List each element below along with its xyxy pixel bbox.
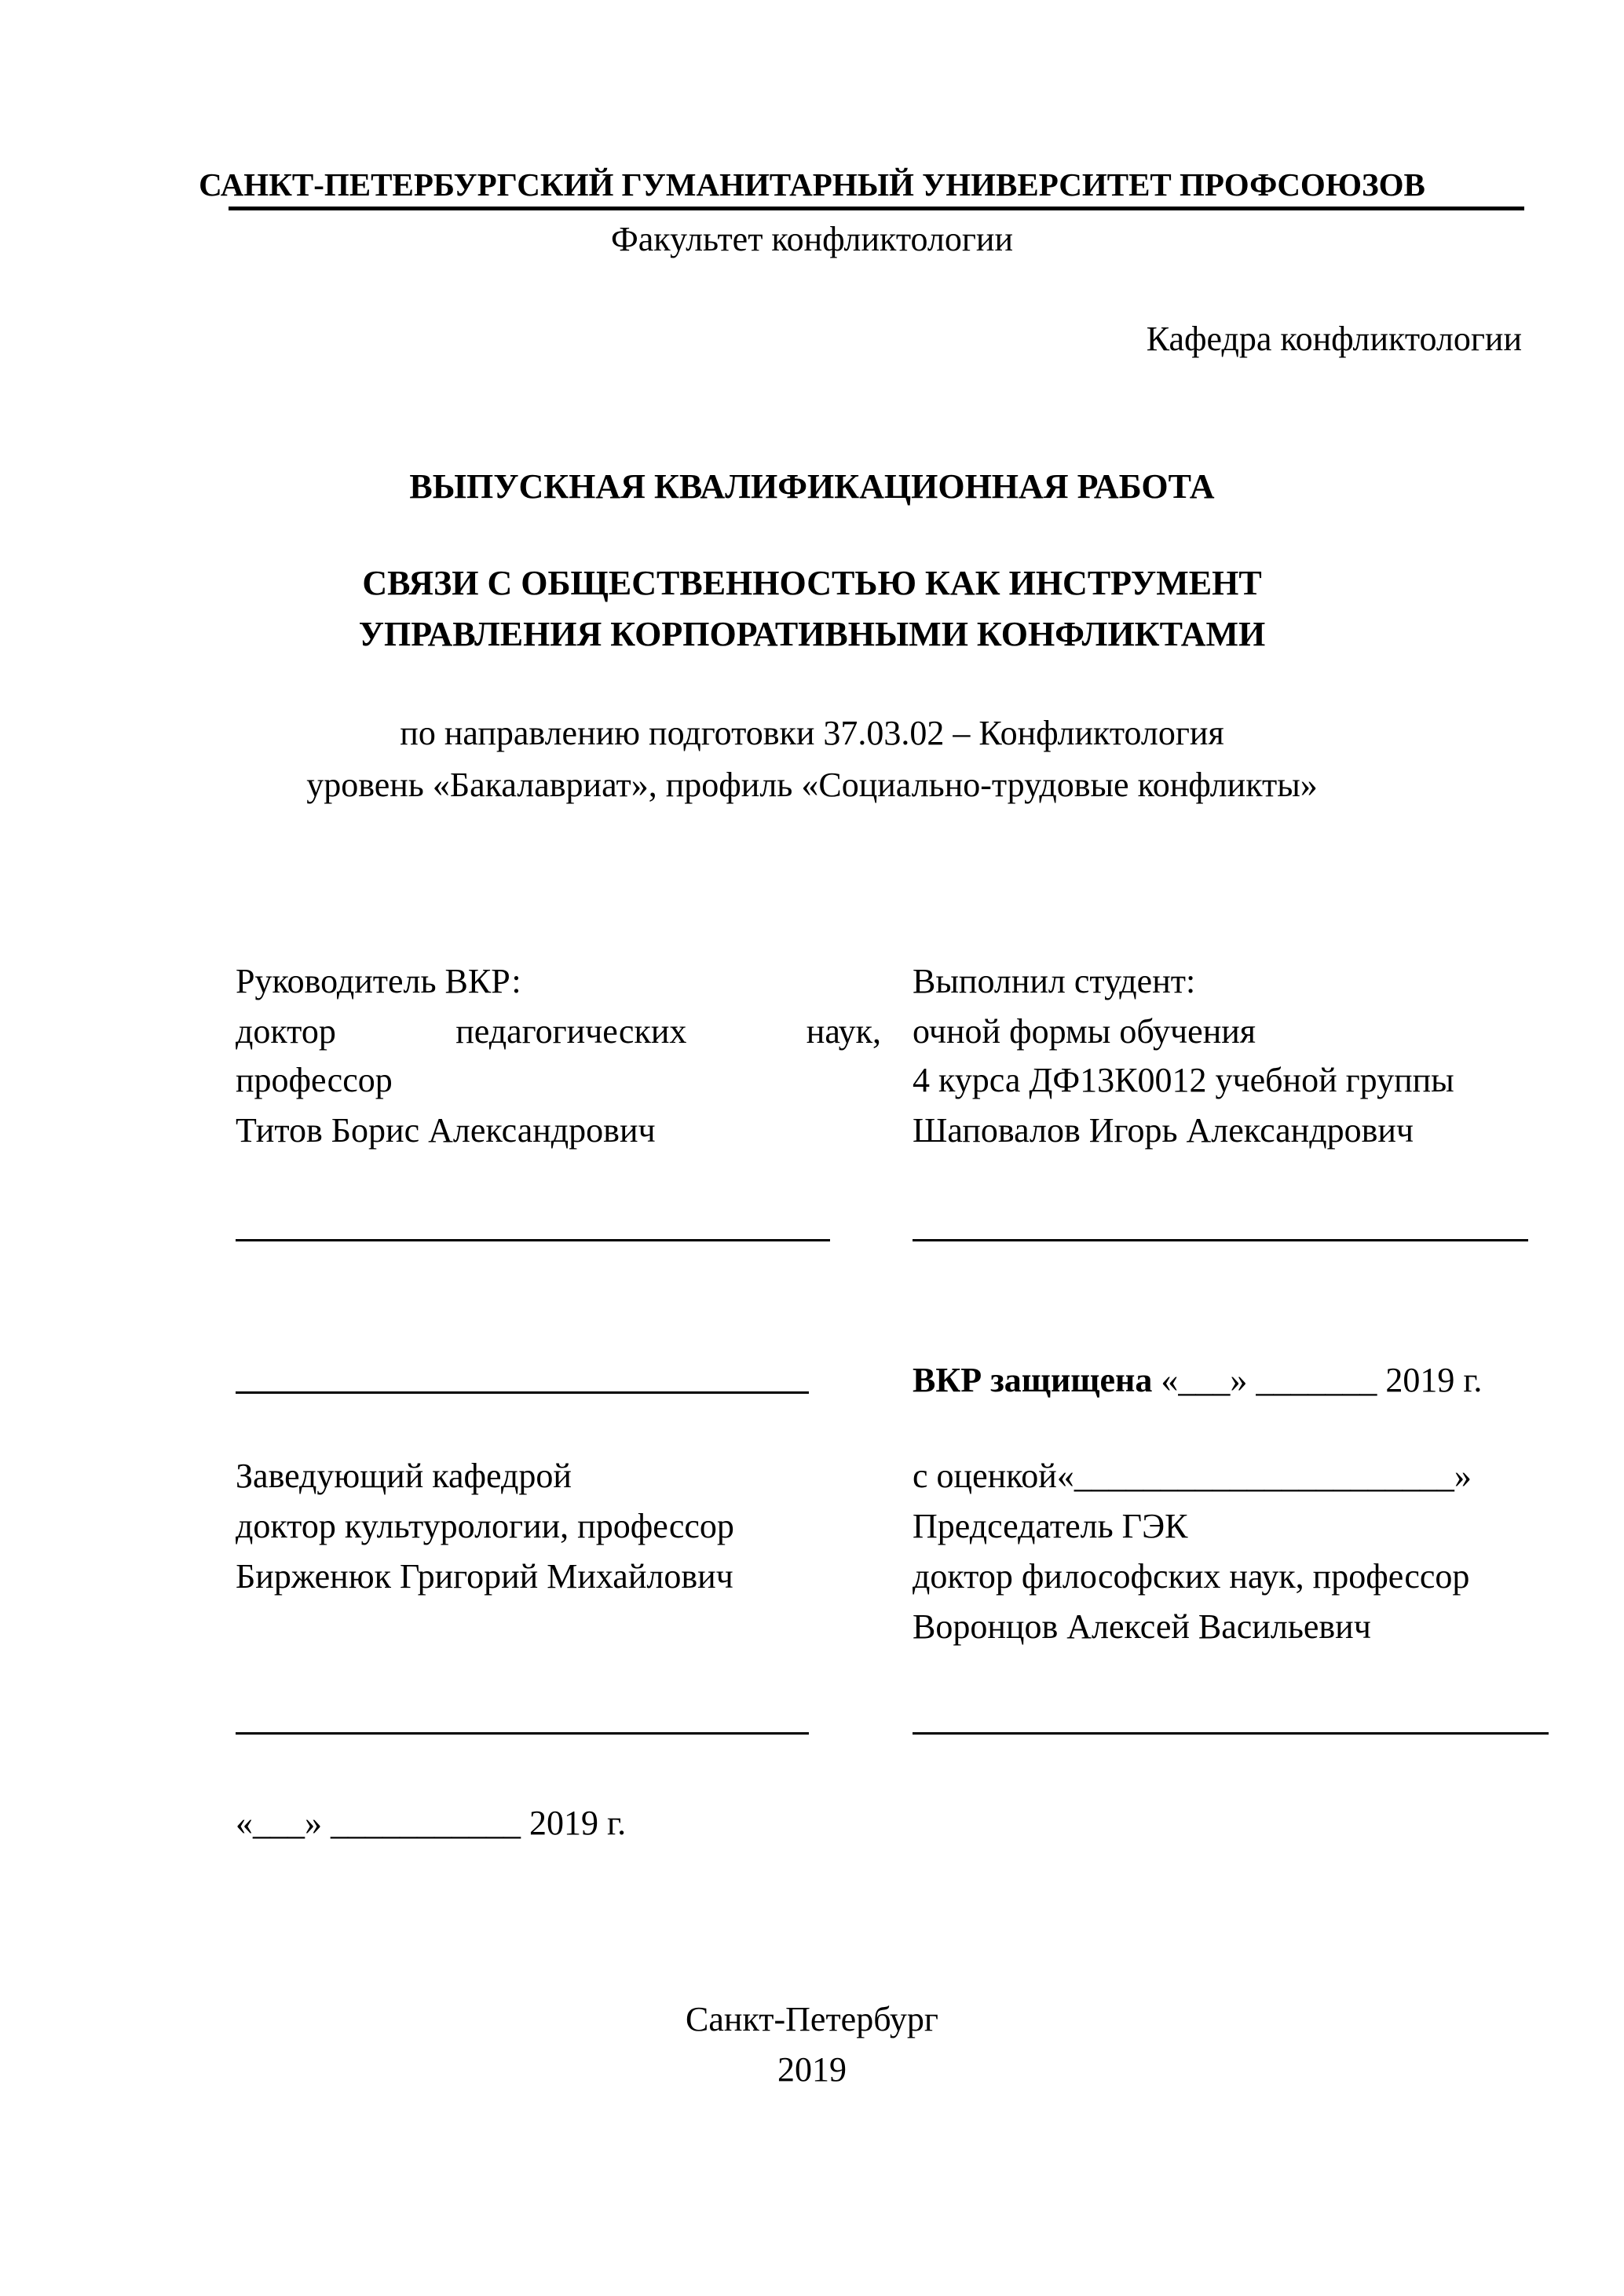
head-name: Бирженюк Григорий Михайлович <box>236 1557 733 1596</box>
faculty-name: Факультет конфликтологии <box>610 220 1013 258</box>
student-label: Выполнил студент: <box>913 962 1196 1000</box>
supervisor-degree: доктор педагогических наук, <box>236 1012 881 1051</box>
defense-line <box>913 1355 1482 1406</box>
footer-year: 2019 <box>777 2050 847 2089</box>
chair-label: Председатель ГЭК <box>913 1507 1188 1545</box>
student-group: 4 курса ДФ13К0012 учебной группы <box>913 1061 1454 1099</box>
student-form: очной формы обучения <box>913 1012 1256 1051</box>
university-name: САНКТ-ПЕТЕРБУРГСКИЙ ГУМАНИТАРНЫЙ УНИВЕРСИТЕТ ПРОФСОЮЗОВ <box>199 166 1425 203</box>
topic-line-1: СВЯЗИ С ОБЩЕСТВЕННОСТЬЮ КАК ИНСТРУМЕНТ <box>362 564 1262 602</box>
level-profile: уровень «Бакалавриат», профиль «Социально-трудовые конфликты» <box>306 766 1318 804</box>
defense-date: «___» _______ 2019 г. <box>1152 1361 1483 1399</box>
head-degree: доктор культурологии, профессор <box>236 1507 734 1545</box>
admission-signature-line <box>236 1391 809 1394</box>
head-signature-line <box>236 1732 809 1735</box>
defense-grade: с оценкой«______________________» <box>913 1457 1472 1495</box>
head-label: Заведующий кафедрой <box>236 1457 572 1495</box>
supervisor-signature-line <box>236 1239 830 1241</box>
student-signature-line <box>913 1239 1528 1241</box>
direction: по направлению подготовки 37.03.02 – Конфликтология <box>400 714 1224 752</box>
defense-label: ВКР защищена <box>913 1361 1153 1399</box>
supervisor-name: Титов Борис Александрович <box>236 1111 656 1150</box>
supervisor-label: Руководитель ВКР: <box>236 962 521 1000</box>
date-line: «___» ___________ 2019 г. <box>236 1804 627 1842</box>
header-rule <box>229 207 1524 210</box>
work-type: ВЫПУСКНАЯ КВАЛИФИКАЦИОННАЯ РАБОТА <box>409 467 1215 506</box>
chair-degree: доктор философских наук, профессор <box>913 1557 1470 1596</box>
chair-signature-line <box>913 1732 1549 1735</box>
chair-name: Воронцов Алексей Васильевич <box>913 1607 1371 1646</box>
topic-line-2: УПРАВЛЕНИЯ КОРПОРАТИВНЫМИ КОНФЛИКТАМИ <box>358 615 1266 653</box>
department-name: Кафедра конфликтологии <box>1146 320 1522 358</box>
footer-city: Санкт-Петербург <box>686 2000 938 2038</box>
student-name: Шаповалов Игорь Александрович <box>913 1111 1414 1150</box>
supervisor-title: профессор <box>236 1061 393 1099</box>
